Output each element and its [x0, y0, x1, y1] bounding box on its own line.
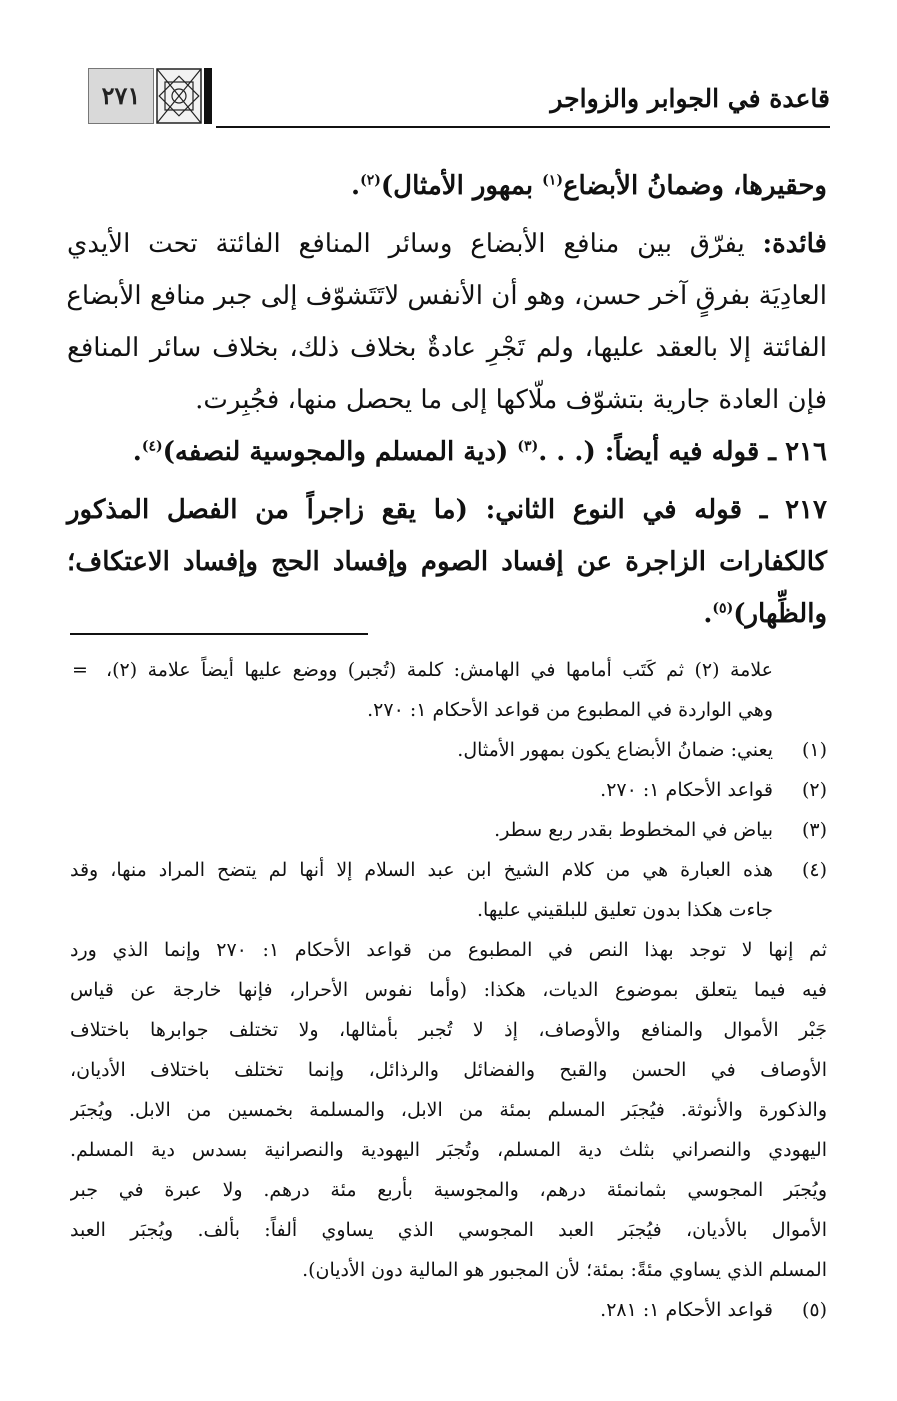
- footnote-4-line: جاءت هكذا بدون تعليق للبلقيني عليها.: [477, 899, 773, 921]
- page-number-box: [88, 68, 212, 124]
- running-header: [88, 68, 830, 128]
- faida-line: الفائتة إلا بالعقد عليها، ولم تَجْرِ عادةٌ بخلاف ذلك، بخلاف سائر المنافع: [67, 333, 827, 363]
- footnote-separator: [70, 633, 368, 635]
- footnote-4-cont: فيه فيما يتعلق بموضوع الديات، هكذا: (وأما نفوس الأحرار، فإنها خارجة عن قياس: [70, 979, 827, 1001]
- item-217-last: والظِّهار)$^{(٥)}$.: [703, 599, 827, 629]
- ornament-icon: [156, 68, 202, 124]
- footnote-4-cont: اليهودي والنصراني بثلث دية المسلم، وتُجبَر اليهودية والنصرانية بسدس دية المسلم.: [70, 1139, 827, 1161]
- main-line-1: وحقيرها، وضمانُ الأبضاع$^{(١)}$ بمهور الأمثال)$^{(٢)}$.: [351, 171, 827, 201]
- ornament-bar: [204, 68, 212, 124]
- item-217-line: ٢١٧ ـ قوله في النوع الثاني: (ما يقع زاجراً من الفصل المذكور: [67, 495, 827, 525]
- footnote-ref-3: (٣): [517, 438, 539, 455]
- footnote-number: (١): [801, 739, 827, 761]
- footnote-number: (٣): [801, 819, 827, 841]
- footnote-ref-2: (٢): [360, 172, 381, 189]
- item-217-line: كالكفارات الزاجرة عن إفساد الصوم وإفساد الحج وإفساد الاعتكاف؛: [67, 547, 827, 577]
- footnote-4-cont: والذكورة والأنوثة. فيُجبَر المسلم بمئة من الابل، والمسلمة بخمسين من الابل. ويُجبَر: [70, 1099, 827, 1121]
- footnote-2: (٢) قواعد الأحكام ١: ٢٧٠.: [70, 770, 827, 810]
- footnote-ref-4: (٤): [141, 438, 163, 455]
- main-text: [67, 160, 827, 640]
- footnote-4-cont: الأموال بالأديان، فيُجبَر العبد المجوسي الذي يساوي ألفاً: بألف. ويُجبَر العبد: [70, 1219, 827, 1241]
- footnote-ref-1: (١): [542, 172, 563, 189]
- continuation-mark: =: [72, 659, 88, 681]
- page-number: ٢٧١: [88, 68, 154, 124]
- footnote-number: (٤): [801, 859, 827, 881]
- footnote-continuation: علامة (٢) ثم كَتَب أمامها في الهامش: كلمة (تُجبر) ووضع عليها أيضاً علامة (٢)، =: [70, 650, 827, 690]
- footnote-4-cont: ثم إنها لا توجد بهذا النص في المطبوع من قواعد الأحكام ١: ٢٧٠ وإنما الذي ورد: [70, 939, 827, 961]
- faida-line: العادِيَة بفرقٍ آخر حسن، وهو أن الأنفس لاتَتَشوّف إلى جبر منافع الأبضاع: [66, 281, 827, 311]
- footnote-4-cont: المسلم الذي يساوي مئةً: بمئة؛ لأن المجبور هو المالية دون الأديان).: [302, 1259, 827, 1281]
- running-title: قاعدة في الجوابر والزواجر: [550, 84, 830, 113]
- footnote-number: (٥): [801, 1299, 827, 1321]
- footnote-1: (١) يعني: ضمانُ الأبضاع يكون بمهور الأمثال.: [70, 730, 827, 770]
- footnote-number: (٢): [801, 779, 827, 801]
- footnote-ref-5: (٥): [712, 600, 734, 617]
- footnote-5: (٥) قواعد الأحكام ١: ٢٨١.: [70, 1290, 827, 1330]
- header-rule: [216, 126, 830, 128]
- faida-line: فائدة: يفرّق بين منافع الأبضاع وسائر المنافع الفائتة تحت الأيدي: [67, 229, 827, 259]
- footnote-4: (٤) هذه العبارة هي من كلام الشيخ ابن عبد السلام إلا أنها لم يتضح المراد منها، وقد: [70, 850, 827, 890]
- footnotes: [70, 650, 827, 1330]
- faida-label: فائدة:: [762, 229, 827, 259]
- footnote-4-cont: جَبْر الأموال والمنافع والأوصاف، إذ لا تُجبر بأمثالها، ولا تختلف جوابرها باختلاف: [70, 1019, 827, 1041]
- footnote-4-cont: ويُجبَر المجوسي بثمانمئة درهم، والمجوسية بأربع مئة درهم. ولا عبرة في جبر: [70, 1179, 827, 1201]
- footnote-4-cont: الأوصاف في الحسن والقبح والفضائل والرذائل، وإنما تختلف باختلاف الأديان،: [70, 1059, 827, 1081]
- item-216: ٢١٦ ـ قوله فيه أيضاً: (. . .$^{(٣)}$ (دية المسلم والمجوسية لنصفه)$^{(٤)}$.: [132, 437, 827, 467]
- faida-line: فإن العادة جارية بتشوّف ملّاكها إلى ما يحصل منها، فجُبِرت.: [195, 385, 827, 415]
- footnote-continuation: وهي الواردة في المطبوع من قواعد الأحكام ١: ٢٧٠.: [367, 699, 773, 721]
- footnote-3: (٣) بياض في المخطوط بقدر ربع سطر.: [70, 810, 827, 850]
